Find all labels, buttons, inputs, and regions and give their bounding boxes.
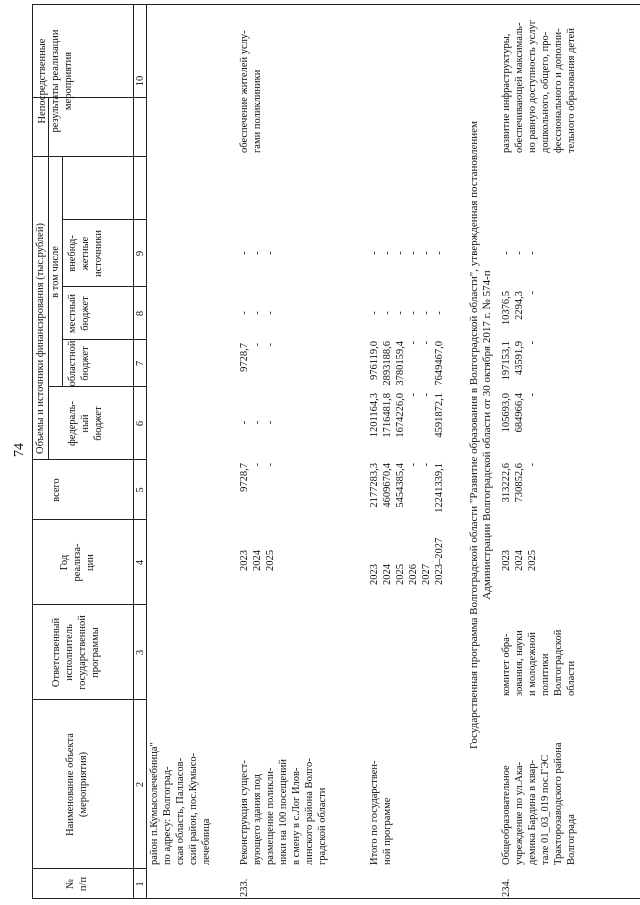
program-total-local: - - - - - - [369,311,445,315]
row-233-extrabudget: - - - [239,251,276,255]
row-234-local: 10376,5 2294,3 - [501,291,538,326]
header-result: Непосредственные результаты реализации мероприятия [37,29,74,133]
row-233-local: - - - [239,311,276,315]
row-234-years: 2023 2024 2025 [501,550,538,571]
program-total-years: 2023 2024 2025 2026 2027 2023–2027 [369,537,445,585]
row-233-total: 9728,7 - - [239,463,276,492]
col-number: 4 [135,559,146,566]
row-233-name: Реконструкция сущест- вующего здания под размещение поликли- ники на 100 посещений в смену в с.Лог Илов- линского района Волго- градской области [239,758,328,865]
header-name: Наименование объекта (мероприятия) [65,733,89,836]
header-executor: Ответственный исполнитель государственной программы [51,615,101,690]
line-under-incl [62,157,63,387]
header-federal: федераль- ный бюджет [67,401,104,446]
col-number: 3 [135,649,146,656]
header-total: всего [51,478,62,502]
program-total-federal: 1201164,3 1716481,8 1674226,0 - - 4591872,1 [369,393,445,438]
row-234-number: 234. [501,878,512,897]
col-number: 5 [135,487,146,493]
col-number: 2 [135,781,146,788]
col-number: 1 [135,881,146,887]
continuation-text: район п.Кумысолечебница" по адресу: Волгоград- ская область, Палласов- ский район, пос.Кумысо- лечебница [149,742,212,865]
border-left [32,898,640,899]
col-number: 7 [135,360,146,367]
program-total-regional: 976119,0 2893188,6 3780159,4 - - 7649467,0 [369,341,445,386]
header-local: местный бюджет [67,293,91,334]
col-number: 10 [135,75,146,87]
row-233-federal: - - - [239,420,276,425]
col-number: 6 [135,420,146,427]
program-total-label: Итого по государствен- ной программе [369,760,393,865]
row-233-regional: 9728,7 - - [239,343,276,372]
program-total-total: 2177283,3 4609670,4 5454385,4 - - 12241339,1 [369,463,445,513]
table-top-border [32,4,33,899]
border-right [32,4,640,5]
col-number: 9 [135,250,146,257]
row-233-result: обеспечение жителей услу- гами поликлиники [239,30,263,153]
row-233-years: 2023 2024 2025 [239,550,276,571]
section-title: Государственная программа Волгоградской области "Развитие образования в Волгоградской области", утвержденная постановлением Администрации Волгоградской области от 30 октября 2017 г. № 574-п [468,121,493,749]
header-num: № п/п [65,876,89,892]
row-234-name: Общеобразовательное учреждение по ул.Ака- демика Бардина в квар- тале 01_03_019 пос.ГЭС Тракторозаводского района Волгограда [501,742,577,865]
row-234-regional: 197153,1 43591,9 - [501,341,538,381]
row-234-executor: комитет обра- зования, науки и молодежной политики Волгоградской области [501,629,577,696]
page-number: 74 [12,443,27,457]
header-volumes: Объемы и источники финансирования (тыс.рублей) [35,223,46,454]
row-234-extrabudget: - - - [501,251,538,255]
header-extrabudget: внебюд- жетные источники [67,230,104,277]
header-incl: в том числе [50,246,61,298]
row-234-federal: 105693,0 684966,4 - [501,393,538,433]
row-233-number: 233. [239,878,250,897]
header-regional: областной бюджет [67,340,91,387]
header-year: Год реализа- ции [59,543,96,582]
col-number: 8 [135,310,146,317]
program-total-extrabudget: - - - - - - [369,251,445,255]
row-234-result: развитие инфраструктуры, обеспечивающей максималь- но равную доступность услуг дошкольного, общего, про- фессионального и дополни- тельного образования детей [501,19,577,153]
row-234-total: 313222,6 730852,6 - [501,463,538,503]
